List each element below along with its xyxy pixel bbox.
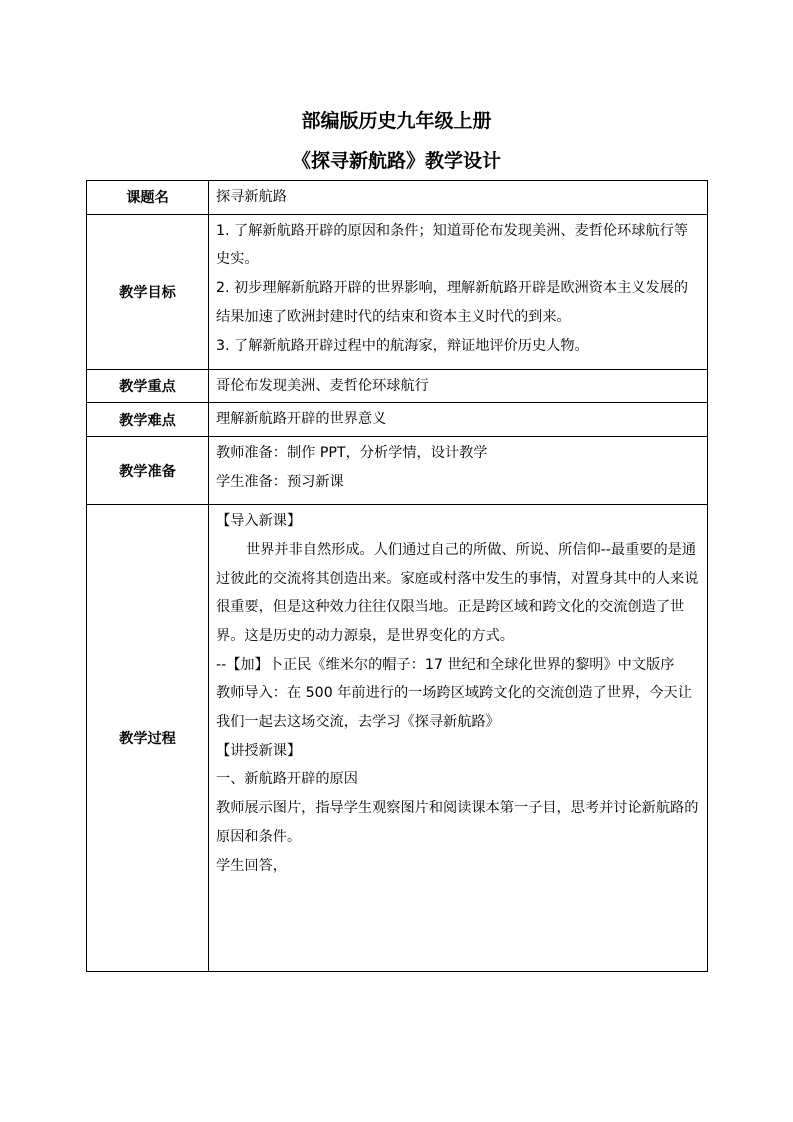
row-preparation (87, 437, 708, 505)
row-topic (87, 181, 708, 215)
student-answer: 学生回答， (216, 857, 287, 874)
document-title: 部编版历史九年级上册 (301, 110, 492, 132)
row-goals (87, 214, 708, 369)
goal-item-2: 2. 初步理解新航路开辟的世界影响，理解新航路开辟是欧洲资本主义发展的结果加速了欧洲封建时代的结束和资本主义时代的到来。 (216, 280, 689, 325)
value-process (209, 505, 708, 972)
section-heading: 一、新航路开辟的原因 (216, 771, 358, 788)
label-difficulty: 教学难点 (87, 403, 209, 437)
row-process (87, 505, 708, 972)
goal-item-3: 3. 了解新航路开辟过程中的航海家，辩证地评价历史人物。 (216, 337, 589, 354)
intro-heading: 【导入新课】 (216, 513, 302, 530)
teacher-intro: 教师导入：在 500 年前进行的一场跨区域跨文化的交流创造了世界，今天让我们一起去这场交流，去学习《探寻新航路》 (216, 685, 692, 731)
row-key-point (87, 369, 708, 403)
quote-source: --【加】卜正民《维米尔的帽子：17 世纪和全球化世界的黎明》中文版序 (216, 656, 675, 673)
label-goals: 教学目标 (87, 214, 209, 369)
document-subtitle: 《探寻新航路》教学设计 (291, 150, 501, 172)
goal-item-1: 1. 了解新航路开辟的原因和条件；知道哥伦布发现美洲、麦哲伦环球航行等史实。 (216, 222, 689, 268)
value-topic: 探寻新航路 (209, 181, 708, 215)
value-goals (209, 214, 708, 369)
student-preparation: 学生准备：预习新课 (216, 473, 344, 490)
label-key-point: 教学重点 (87, 369, 209, 403)
value-difficulty: 理解新航路开辟的世界意义 (209, 403, 708, 437)
lesson-plan-table (86, 180, 708, 972)
label-topic: 课题名 (87, 181, 209, 215)
teacher-activity: 教师展示图片，指导学生观察图片和阅读课本第一子目，思考并讨论新航路的原因和条件。 (216, 800, 699, 845)
teacher-preparation: 教师准备：制作 PPT，分析学情，设计教学 (216, 445, 488, 462)
row-difficulty (87, 403, 708, 437)
intro-quote: 世界并非自然形成。人们通过自己的所做、所说、所信仰--最重要的是通过彼此的交流将其创造出来。家庭或村落中发生的事情，对置身其中的人来说很重要，但是这种效力往往仅限当地。正是跨区域和跨文化的交流创造了世界。这是历史的动力源泉，是世界变化的方式。 (216, 541, 699, 644)
value-preparation (209, 437, 708, 505)
label-preparation: 教学准备 (87, 437, 209, 505)
label-process: 教学过程 (87, 505, 209, 972)
lecture-heading: 【讲授新课】 (216, 742, 302, 759)
value-key-point: 哥伦布发现美洲、麦哲伦环球航行 (209, 369, 708, 403)
